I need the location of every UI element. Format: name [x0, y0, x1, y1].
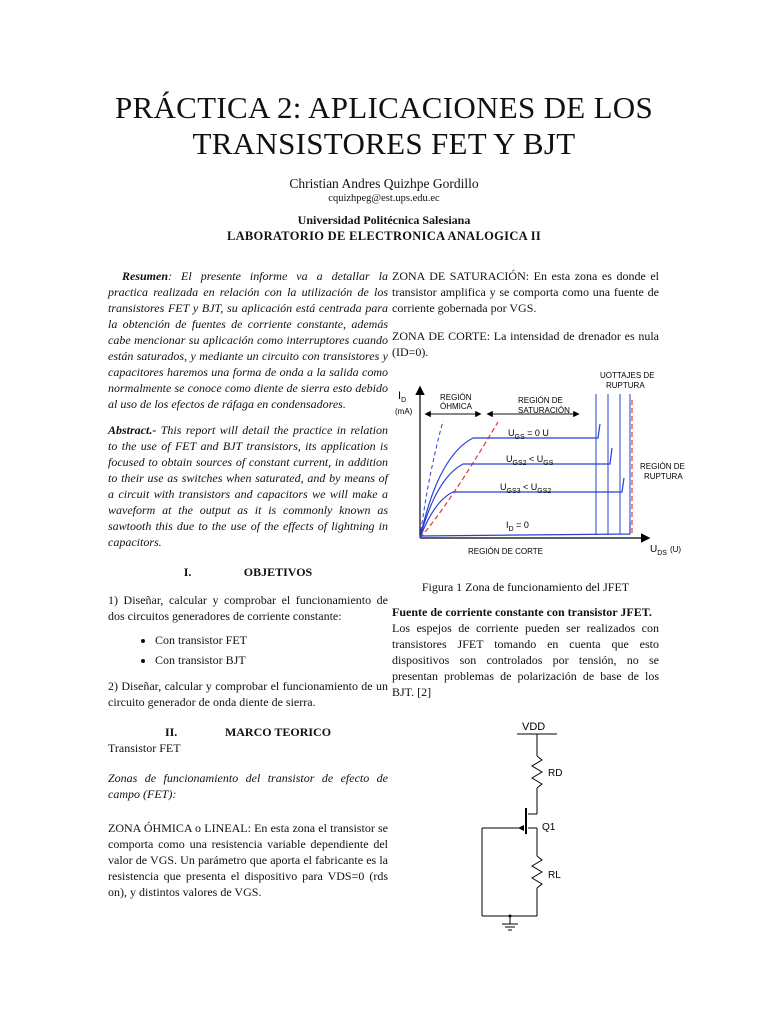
region-ohmica-label-1: REGIÓN: [440, 393, 472, 402]
fuente-heading: Fuente de corriente constante con transistor JFET.: [392, 605, 652, 619]
region-ruptura-label-1: REGIÓN DE: [640, 462, 685, 471]
gate-arrow-icon: [518, 825, 524, 831]
section-title: OBJETIVOS: [243, 565, 313, 579]
vdd-label: VDD: [522, 721, 546, 733]
voltajes-ruptura-label-1: UOTTAJES DE: [600, 371, 655, 380]
zona-corte-paragraph: ZONA DE CORTE: La intensidad de drenador es nula (ID=0).: [392, 329, 659, 359]
paper-title: [0, 90, 768, 162]
region-saturacion-label-2: SATURACIÓN: [518, 406, 570, 415]
subheading-transistor-fet: Transistor FET: [108, 741, 181, 755]
section-objetivos-heading: [108, 564, 388, 580]
left-column: [108, 268, 388, 900]
region-corte-label: REGIÓN DE CORTE: [468, 547, 543, 556]
y-axis-unit: (mA): [395, 407, 413, 416]
title-line-2: TRANSISTORES FET Y BJT: [192, 126, 576, 161]
objective-1: 1) Diseñar, calcular y comprobar el funcionamiento de dos circuitos generadores de corriente constante:: [108, 593, 388, 623]
bullet-item-fet: • Con transistor FET: [155, 632, 388, 648]
abstract-label: Abstract.-: [108, 423, 157, 437]
rl-label: RL: [548, 870, 561, 881]
curve-vgs-0: [420, 424, 600, 538]
abstract-text: This report will detail the practice in relation to the use of FET and BJT transistors, its application is focused to obtain sources of constant current, in addition to their use as switches when saturated, and by means of a circuit with transistors and capacitors we will make a waveform at the output as it is commonly known as sawtooth this due to the use of the effects of lightning in capacitors.: [108, 423, 388, 549]
curve-vgs-0-label: $U_{GS} = 0$ U: [508, 428, 549, 441]
author-email: cquizhpeg@est.ups.edu.ec: [328, 193, 440, 204]
section-marco-heading: [108, 724, 388, 740]
resumen-text: : El presente informe va a detallar la practica realizada en relación con la utilización de los transistores FET y BJT, su aplicación está centrada para la obtención de fuentes de corriente constante, además cabe mencionar su aplicación como interruptores cuando están saturados, y mediante un circuito con transistores y capacitores haremos una forma de onda a la salida como normalmente se conoce como diente de sierra esto debido al uso de los efectos de ráfaga en condensadores.: [108, 269, 388, 411]
region-saturacion-label-1: REGIÓN DE: [518, 396, 563, 405]
rd-label: RD: [548, 768, 563, 779]
region-ohmica-label-2: ÓHMICA: [440, 402, 472, 411]
section-number: I.: [183, 565, 192, 579]
title-line-1: PRÁCTICA 2: APLICACIONES DE LOS: [114, 90, 654, 125]
curve-vgs2-label: $U_{GS2} < U_{GS}$: [506, 454, 554, 467]
rl-resistor: [532, 856, 542, 888]
abstract-paragraph: [108, 422, 388, 550]
y-axis-label: $I_D$: [398, 390, 407, 404]
right-column: [392, 268, 659, 360]
ohmic-saturation-boundary: [420, 422, 498, 538]
curve-vgs3-label: $U_{GS3} < U_{GS2}$: [500, 482, 552, 495]
voltajes-ruptura-label-2: RUPTURA: [606, 381, 645, 390]
bullet-item-bjt: • Con transistor BJT: [155, 652, 388, 668]
objective-bullet-list: [108, 632, 388, 668]
rd-resistor: [532, 756, 542, 788]
region-ruptura-label-2: RUPTURA: [644, 472, 683, 481]
jfet-current-source-circuit: [470, 716, 590, 938]
resumen-paragraph: [108, 268, 388, 412]
zonas-heading: Zonas de funcionamiento del transistor de efecto de campo (FET):: [108, 771, 388, 801]
objective-2: 2) Diseñar, calcular y comprobar el funcionamiento de un circuito generador de onda diente de sierra.: [108, 679, 388, 709]
zona-saturacion-paragraph: ZONA DE SATURACIÓN: En esta zona es donde el transistor amplifica y se comporta como una fuente de corriente gobernada por VGS.: [392, 269, 659, 315]
zona-ohmica-paragraph: ZONA ÓHMICA o LINEAL: En esta zona el transistor se comporta como una resistencia variable dependiente del valor de VGS. Un parámetro que aporta el fabricante es la resistencia que presenta el dispositivo para VDS=0 (rds on), y distintos valores de VGS.: [108, 821, 388, 899]
x-axis-label: $U_{DS}$ $^{(U)}$: [650, 544, 682, 557]
jfet-operating-regions-figure: [368, 366, 688, 566]
section-number: II.: [164, 725, 178, 739]
fuente-section: [392, 604, 659, 700]
resumen-label: Resumen: [122, 269, 169, 283]
espejos-paragraph: Los espejos de corriente pueden ser realizados con transistores JFET tomando en cuenta que esto dispositivos son controlados por tensión, no se presentan problemas de polarización de base de los BJT. [2]: [392, 621, 659, 699]
section-title: MARCO TEORICO: [224, 725, 332, 739]
university-name: Universidad Politécnica Salesiana: [297, 213, 471, 227]
author-name: Christian Andres Quizhpe Gordillo: [289, 176, 479, 191]
q1-label: Q1: [542, 822, 556, 833]
figure-caption: Figura 1 Zona de funcionamiento del JFET: [421, 580, 630, 594]
curve-id-0-label: $I_D = 0$: [506, 520, 529, 533]
laboratory-name: LABORATORIO DE ELECTRONICA ANALOGICA II: [226, 229, 542, 243]
